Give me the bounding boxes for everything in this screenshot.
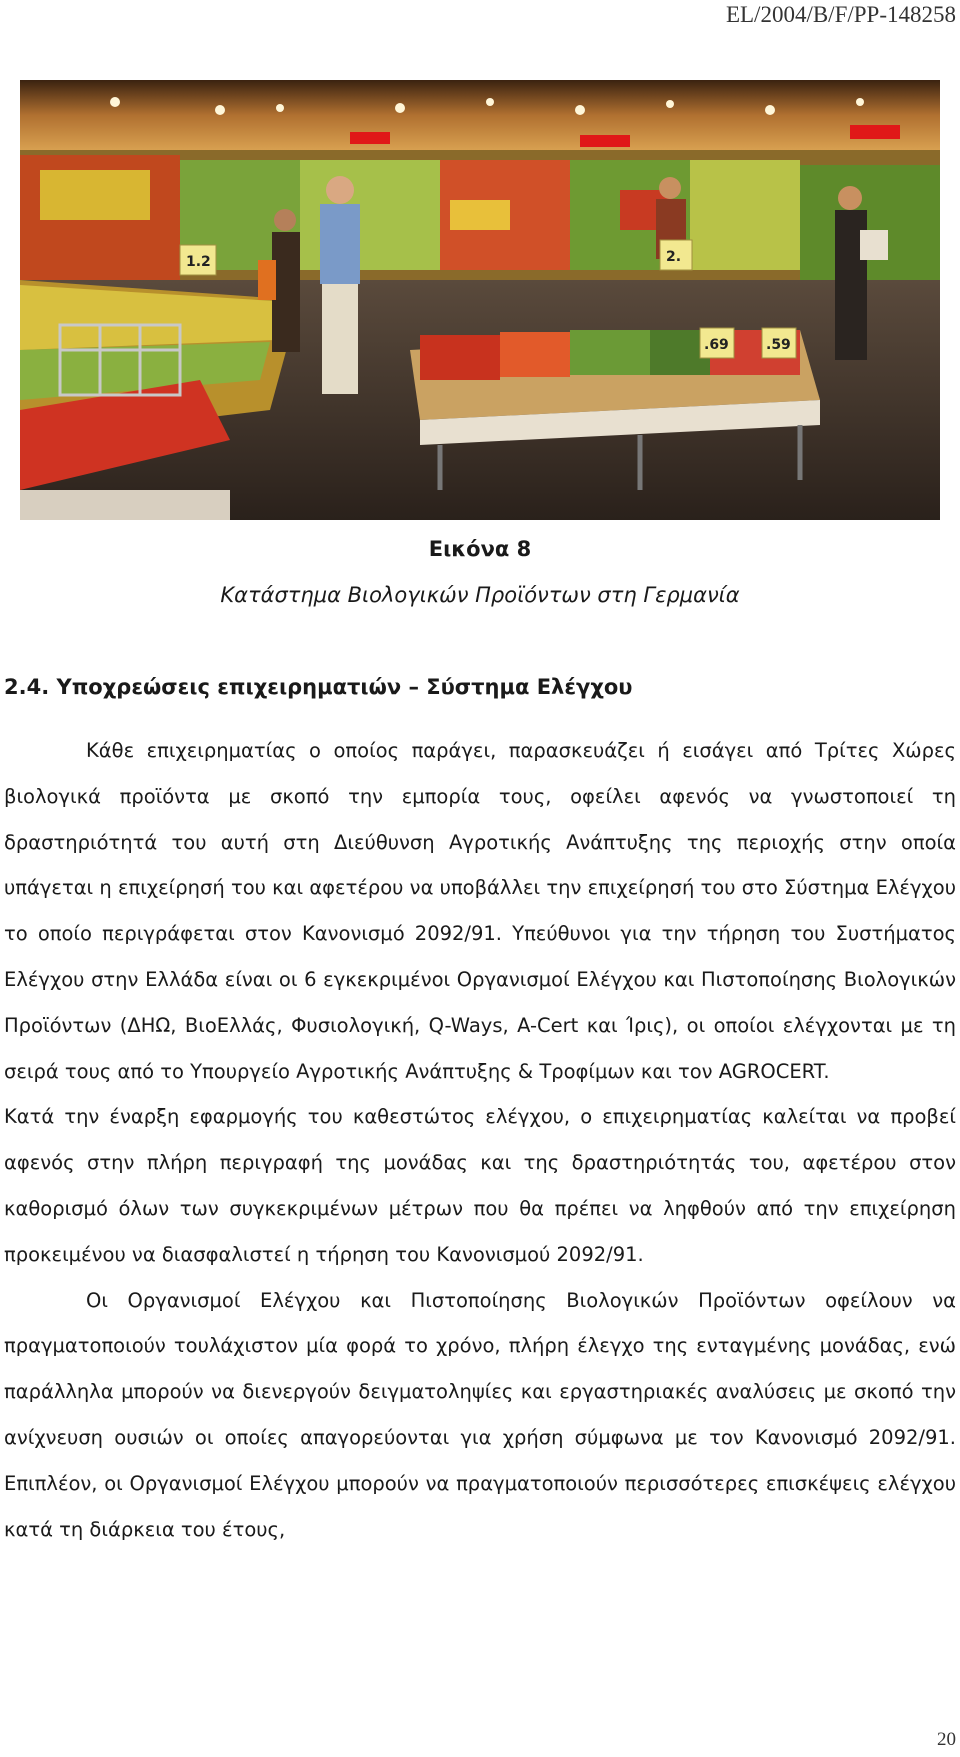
price-tag-3: .69 (704, 337, 729, 353)
price-tag-4: .59 (766, 337, 791, 353)
price-tag-2: 2. (666, 249, 682, 265)
paragraph: Οι Οργανισμοί Ελέγχου και Πιστοποίησης Βιολογικών Προϊόντων οφείλουν να πραγματοποιούν τουλάχιστον μία φορά το χρόνο, πλήρη έλεγχο της ενταγμένης μονάδας, ενώ παράλληλα μπορούν να διενεργούν δειγματοληψίες και εργαστηριακές αναλύσεις με σκοπό την ανίχνευση ουσιών οι οποίες απαγορεύονται για χρήση σύμφωνα με τον Κανονισμό 2092/91. Επιπλέον, οι Οργανισμοί Ελέγχου μπορούν να πραγματοποιούν περισσότερες επισκέψεις ελέγχου κατά τη διάρκεια του έτους, (4, 1288, 956, 1541)
page-number: 20 (937, 1729, 956, 1750)
figure-caption: Κατάστημα Βιολογικών Προϊόντων στη Γερμανία (220, 583, 740, 607)
paragraph: Κάθε επιχειρηματίας ο οποίος παράγει, παρασκευάζει ή εισάγει από Τρίτες Χώρες βιολογικά προϊόντα με σκοπό την εμπορία τους, οφείλει αφενός να γνωστοποιεί τη δραστηριότητά του αυτή στη Διεύθυνση Αγροτικής Ανάπτυξης της περιοχής στην οποία υπάγεται η επιχείρησή του και αφετέρου να υποβάλλει την επιχείρησή του στο Σύστημα Ελέγχου το οποίο περιγράφεται στον Κανονισμό 2092/91. Υπεύθυνοι για την τήρηση του Συστήματος Ελέγχου στην Ελλάδα είναι οι 6 εγκεκριμένοι Οργανισμοί Ελέγχου και Πιστοποίησης Βιολογικών Προϊόντων (ΔΗΩ, ΒιοΕλλάς, Φυσιολογική, Q-Ways, A-Cert και Ίρις), οι οποίοι ελέγχονται με τη σειρά τους από το Υπουργείο Αγροτικής Ανάπτυξης & Τροφίμων και τον AGROCERT. (4, 739, 956, 1083)
store-photo (20, 80, 940, 520)
shopper-man (320, 176, 360, 394)
price-tag-1: 1.2 (186, 254, 211, 270)
island-produce (420, 330, 800, 380)
crate-front (20, 490, 230, 520)
section-heading: 2.4. Υποχρεώσεις επιχειρηματιών – Σύστημα Ελέγχου (4, 675, 633, 699)
body-text (4, 728, 956, 1552)
figure-label: Εικόνα 8 (428, 537, 532, 561)
ceiling (20, 80, 940, 150)
document-reference: EL/2004/B/F/PP-148258 (725, 2, 956, 27)
store-photo-illustration (20, 80, 940, 520)
paragraph: Κατά την έναρξη εφαρμογής του καθεστώτος ελέγχου, ο επιχειρηματίας καλείται να προβεί αφενός στην πλήρη περιγραφή της μονάδας και της δραστηριότητάς του, αφετέρου στον καθορισμό όλων των συγκεκριμένων μέτρων που θα πρέπει να ληφθούν από την επιχείρηση προκειμένου να διασφαλιστεί η τήρηση του Κανονισμού 2092/91. (4, 1105, 956, 1266)
